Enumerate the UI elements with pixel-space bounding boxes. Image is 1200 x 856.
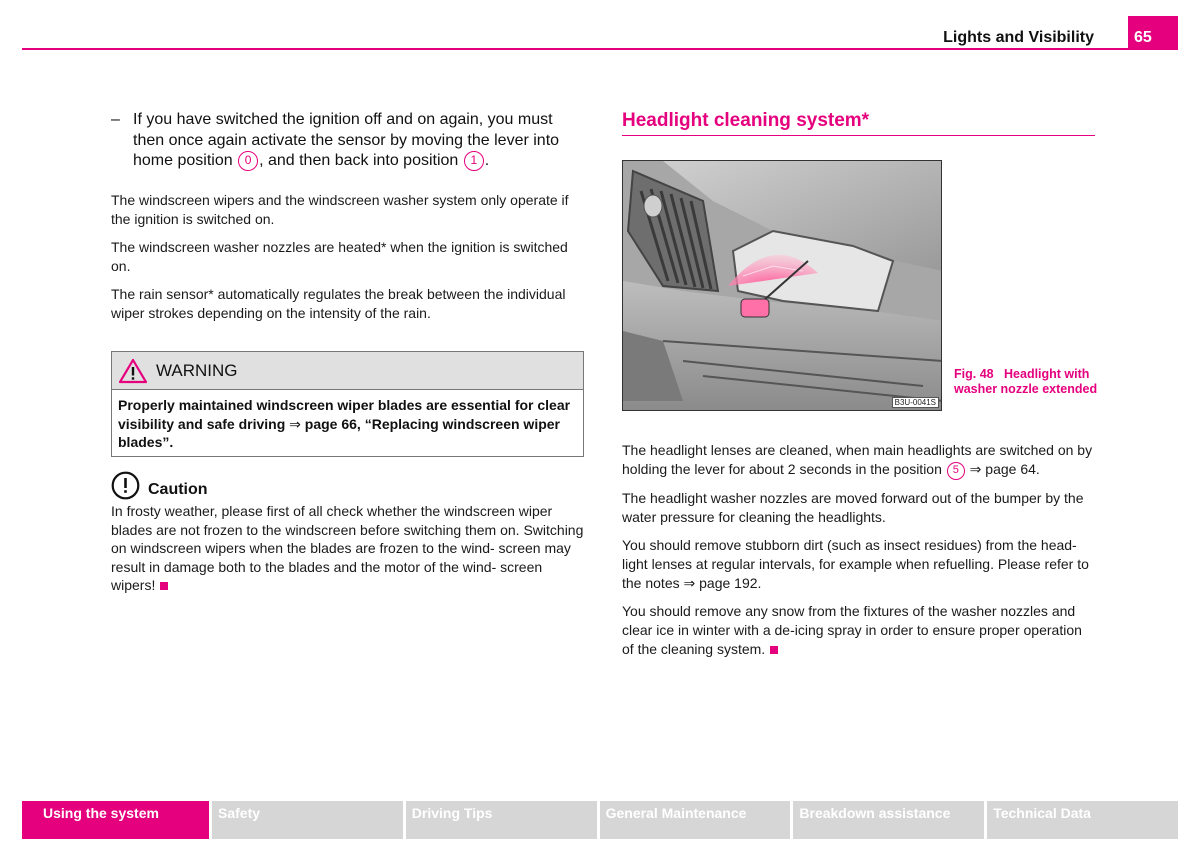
arrow-icon: ⇒ bbox=[969, 461, 982, 477]
figure-headlight bbox=[622, 160, 942, 411]
tab-breakdown-assistance[interactable]: Breakdown assistance bbox=[793, 801, 984, 839]
section-heading: Headlight cleaning system* bbox=[622, 110, 1095, 136]
tab-safety[interactable]: Safety bbox=[212, 801, 403, 839]
headlight-illustration bbox=[623, 161, 942, 411]
arrow-icon: ⇒ bbox=[289, 415, 301, 432]
paragraph: The windscreen washer nozzles are heated* when the ignition is switched on. bbox=[111, 238, 568, 274]
right-text-block bbox=[622, 441, 1096, 668]
right-column bbox=[622, 110, 1096, 136]
paragraph: The windscreen wipers and the windscreen washer system only operate if the ignition is switched on. bbox=[111, 191, 569, 227]
page-reference: page 64. bbox=[985, 461, 1040, 477]
paragraph bbox=[622, 441, 1096, 480]
caution-header bbox=[111, 470, 585, 500]
header-rule bbox=[22, 48, 1178, 50]
caution-title: Caution bbox=[148, 481, 208, 498]
tab-technical-data[interactable]: Technical Data bbox=[987, 801, 1178, 839]
dash-list-item bbox=[111, 110, 585, 172]
warning-triangle-icon bbox=[118, 358, 148, 384]
end-of-section-icon bbox=[160, 582, 168, 590]
dash-text-part: . bbox=[484, 152, 490, 169]
paragraph-text: You should remove stubborn dirt (such as insect residues) from the head- light lenses at regular intervals, for example when refuelling. Please refer to the notes bbox=[622, 537, 1089, 591]
paragraph: The headlight washer nozzles are moved forward out of the bumper by the water pressure for cleaning the headlights. bbox=[622, 490, 1084, 525]
caution-text bbox=[111, 502, 585, 595]
position-badge: 0 bbox=[238, 151, 258, 171]
tab-using-the-system[interactable]: Using the system bbox=[22, 801, 209, 839]
page-reference: page 66, “Replacing windscreen wiper blades”. bbox=[118, 415, 560, 450]
paragraph bbox=[622, 536, 1096, 593]
figure-caption bbox=[954, 367, 1104, 397]
warning-box bbox=[111, 351, 584, 457]
dash-text-part: If you have switched the ignition off and on again, you must then once again activate the sensor by moving the lever into home position bbox=[133, 111, 560, 169]
footer-tabs bbox=[22, 801, 1178, 839]
tab-general-maintenance[interactable]: General Maintenance bbox=[600, 801, 791, 839]
left-column bbox=[111, 110, 585, 332]
paragraph-text: You should remove any snow from the fixtures of the washer nozzles and clear ice in winter with a de-icing spray in order to ensure proper operation of the cleaning system. bbox=[622, 603, 1082, 657]
position-badge: 1 bbox=[464, 151, 484, 171]
position-badge: 5 bbox=[947, 462, 965, 480]
warning-header bbox=[112, 352, 583, 390]
figure-code: B3U-0041S bbox=[892, 397, 939, 408]
page-number: 65 bbox=[1128, 16, 1178, 50]
figure-caption-text: Headlight with washer nozzle extended bbox=[954, 367, 1098, 396]
arrow-icon: ⇒ bbox=[683, 575, 696, 591]
dash-marker: – bbox=[111, 111, 120, 128]
end-of-section-icon bbox=[770, 646, 778, 654]
caution-text-body: In frosty weather, please first of all check whether the windscreen wiper blades are not frozen to the windscreen before switching them on. Switching on windscreen wipers when the blades are frozen to the wind- screen may result in damage both to the blades and the motor of the wind- screen wipers! bbox=[111, 503, 584, 594]
caution-note bbox=[111, 470, 585, 595]
paragraph bbox=[622, 602, 1096, 659]
figure-number: Fig. 48 bbox=[954, 367, 994, 381]
warning-text-part: Properly maintained windscreen wiper blades are essential for clear visibility and safe driving bbox=[118, 397, 571, 432]
warning-title: WARNING bbox=[156, 360, 238, 380]
warning-text bbox=[112, 390, 583, 458]
dash-text-part: , and then back into position bbox=[259, 152, 459, 169]
page-reference: page 192. bbox=[699, 575, 762, 591]
tab-driving-tips[interactable]: Driving Tips bbox=[406, 801, 597, 839]
paragraph: The rain sensor* automatically regulates the break between the individual wiper strokes depending on the intensity of the rain. bbox=[111, 285, 566, 321]
dash-item-text bbox=[133, 110, 585, 172]
paragraph-text: The headlight lenses are cleaned, when main headlights are switched on by holding the lever for about 2 seconds in the position bbox=[622, 442, 1093, 477]
section-title: Lights and Visibility bbox=[943, 29, 1094, 46]
caution-exclamation-icon bbox=[111, 471, 140, 500]
